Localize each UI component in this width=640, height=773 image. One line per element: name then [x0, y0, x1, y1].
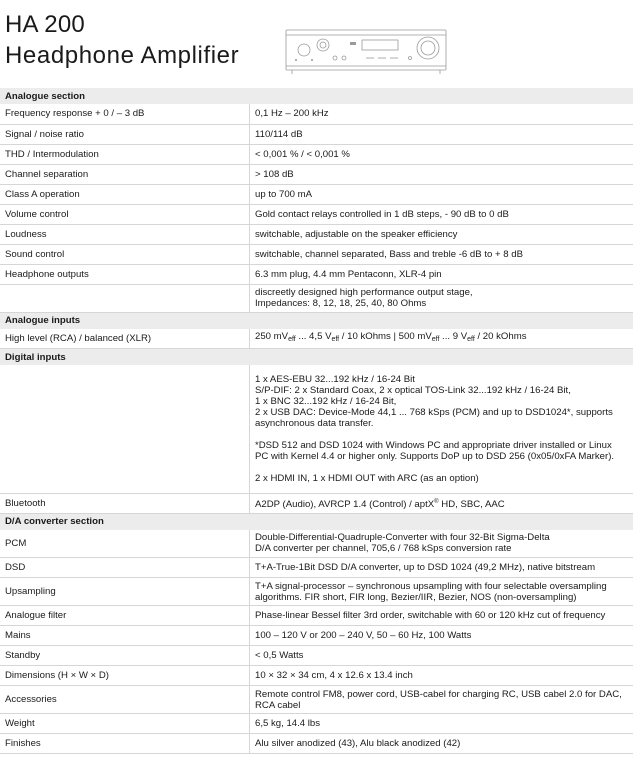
spec-label: Class A operation	[0, 184, 250, 204]
spec-row	[0, 264, 633, 284]
spec-value: discreetly designed high performance output stage, Impedances: 8, 12, 18, 25, 40, 80 Ohms	[250, 284, 634, 312]
spec-label: Accessories	[0, 686, 250, 714]
spec-label: Channel separation	[0, 164, 250, 184]
spec-label: Mains	[0, 626, 250, 646]
spec-label: Sound control	[0, 244, 250, 264]
spec-label	[0, 365, 250, 493]
section-header	[0, 88, 633, 104]
spec-row	[0, 329, 633, 349]
spec-value: 110/114 dB	[250, 124, 634, 144]
spec-row	[0, 666, 633, 686]
spec-label: Dimensions (H × W × D)	[0, 666, 250, 686]
spec-label: THD / Intermodulation	[0, 144, 250, 164]
spec-value: < 0,001 % / < 0,001 %	[250, 144, 634, 164]
spec-label: Standby	[0, 646, 250, 666]
spec-row	[0, 686, 633, 714]
spec-value	[250, 493, 634, 513]
spec-value: 1 x AES-EBU 32...192 kHz / 16-24 Bit S/P-DIF: 2 x Standard Coax, 2 x optical TOS-Link 32...192 kHz / 16-24 Bit, 1 x BNC 32...192 kHz / 16-24 Bit, 2 x USB DAC: Device-Mode 44,1 ... 768 kSps (PCM) and up to DSD1024*, supports asynchronous data transfer. *DSD 512 and DSD 1024 with Windows PC and appropriate driver installed or Linux PC with Kernel 4.4 or higher only. Supports DoP up to DSD 256 (0x05/0xFA Marker). 2 x HDMI IN, 1 x HDMI OUT with ARC (as an option)	[250, 365, 634, 493]
spec-row	[0, 734, 633, 754]
spec-row	[0, 224, 633, 244]
spec-value: Alu silver anodized (43), Alu black anodized (42)	[250, 734, 634, 754]
spec-row	[0, 144, 633, 164]
product-title: HA 200	[5, 11, 85, 38]
section-header	[0, 513, 633, 530]
product-subtitle: Headphone Amplifier	[5, 42, 240, 69]
spec-row	[0, 284, 633, 312]
spec-label: Signal / noise ratio	[0, 124, 250, 144]
spec-table	[0, 88, 633, 754]
spec-value: > 108 dB	[250, 164, 634, 184]
rich-value: 250 $mV_{eff}$ ... 4,5 $V_{eff} / 10$ kOhms | 500 $mV_{eff}$ ... 9 $V_{eff} / 20$ kOhms	[255, 331, 527, 344]
spec-row	[0, 493, 633, 513]
spec-row	[0, 104, 633, 124]
spec-value: Remote control FM8, power cord, USB-cabel for charging RC, USB cabel 2.0 for DAC, RCA cabel	[250, 686, 634, 714]
spec-row	[0, 530, 633, 558]
spec-value: switchable, channel separated, Bass and treble -6 dB to + 8 dB	[250, 244, 634, 264]
spec-value: 10 × 32 × 34 cm, 4 x 12.6 x 13.4 inch	[250, 666, 634, 686]
spec-label: Headphone outputs	[0, 264, 250, 284]
spec-row	[0, 184, 633, 204]
spec-label: Analogue filter	[0, 606, 250, 626]
spec-label: PCM	[0, 530, 250, 558]
spec-row	[0, 558, 633, 578]
spec-row	[0, 365, 633, 493]
section-title: Digital inputs	[0, 349, 633, 366]
spec-value: 6,5 kg, 14.4 lbs	[250, 714, 634, 734]
spec-value: up to 700 mA	[250, 184, 634, 204]
spec-label: High level (RCA) / balanced (XLR)	[0, 329, 250, 349]
section-title: D/A converter section	[0, 513, 633, 530]
spec-row	[0, 626, 633, 646]
spec-value: 6.3 mm plug, 4.4 mm Pentaconn, XLR-4 pin	[250, 264, 634, 284]
spec-label: Bluetooth	[0, 493, 250, 513]
spec-value: 100 – 120 V or 200 – 240 V, 50 – 60 Hz, 100 Watts	[250, 626, 634, 646]
spec-value: switchable, adjustable on the speaker efficiency	[250, 224, 634, 244]
section-header	[0, 349, 633, 366]
rich-value: A2DP (Audio), AVRCP 1.4 (Control) / aptX® HD, SBC, AAC	[255, 498, 505, 510]
spec-row	[0, 204, 633, 224]
spec-row	[0, 578, 633, 606]
spec-label: Upsampling	[0, 578, 250, 606]
spec-value: 0,1 Hz – 200 kHz	[250, 104, 634, 124]
spec-value: Double-Differential-Quadruple-Converter with four 32-Bit Sigma-Delta D/A converter per channel, 705,6 / 768 kSps conversion rate	[250, 530, 634, 558]
spec-row	[0, 124, 633, 144]
spec-value: < 0,5 Watts	[250, 646, 634, 666]
spec-value: T+A-True-1Bit DSD D/A converter, up to DSD 1024 (49,2 MHz), native bitstream	[250, 558, 634, 578]
spec-label	[0, 284, 250, 312]
spec-row	[0, 164, 633, 184]
spec-label: Weight	[0, 714, 250, 734]
spec-label: Volume control	[0, 204, 250, 224]
spec-value: Gold contact relays controlled in 1 dB steps, - 90 dB to 0 dB	[250, 204, 634, 224]
spec-row	[0, 606, 633, 626]
spec-label: Finishes	[0, 734, 250, 754]
spec-value	[250, 329, 634, 349]
spec-row	[0, 646, 633, 666]
section-title: Analogue section	[0, 88, 633, 104]
spec-label: Loudness	[0, 224, 250, 244]
amplifier-front-illustration	[282, 24, 450, 76]
spec-row	[0, 714, 633, 734]
spec-label: DSD	[0, 558, 250, 578]
spec-value: Phase-linear Bessel filter 3rd order, switchable with 60 or 120 kHz cut of frequency	[250, 606, 634, 626]
spec-label: Frequency response + 0 / – 3 dB	[0, 104, 250, 124]
section-header	[0, 312, 633, 329]
section-title: Analogue inputs	[0, 312, 633, 329]
spec-row	[0, 244, 633, 264]
spec-value: T+A signal-processor – synchronous upsampling with four selectable oversampling algorithms. FIR short, FIR long, Bezier/IIR, Bezier, NOS (non-oversampling)	[250, 578, 634, 606]
